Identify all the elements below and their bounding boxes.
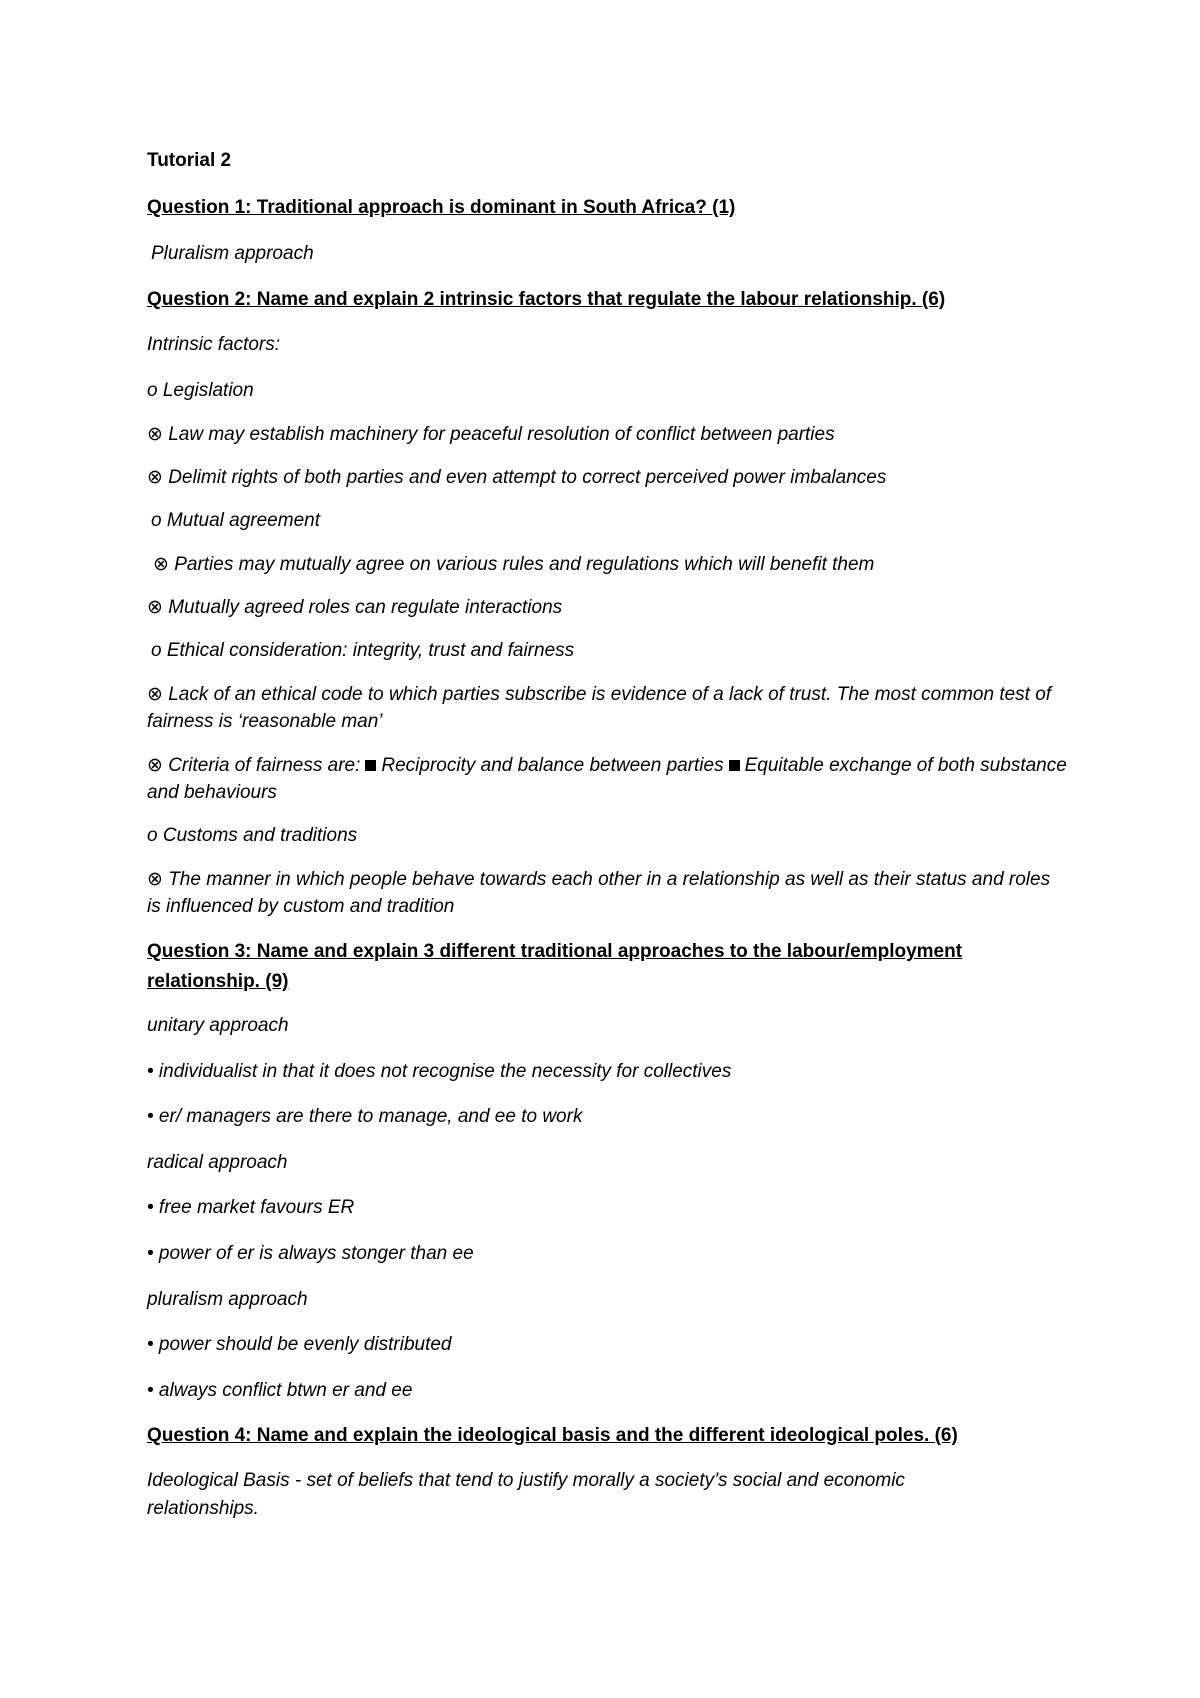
intrinsic-factors-label: Intrinsic factors: <box>147 334 281 355</box>
ethical-consideration-item: o Ethical consideration: integrity, trust and fairness <box>151 640 575 661</box>
mutual-agreement-item: o Mutual agreement <box>151 510 320 531</box>
unitary-approach-label: unitary approach <box>147 1015 289 1036</box>
question-2-heading: Question 2: Name and explain 2 intrinsic factors that regulate the labour relationship. (6) <box>147 289 946 310</box>
pluralism-approach-label: pluralism approach <box>147 1289 308 1310</box>
ethical-point-1: ⊗ Lack of an ethical code to which parties subscribe is evidence of a lack of trust. The most common test of fairness is ‘reasonable man’ <box>147 684 1052 732</box>
legislation-point-1: ⊗ Law may establish machinery for peaceful resolution of conflict between parties <box>147 424 835 445</box>
document-title: Tutorial 2 <box>147 150 232 171</box>
customs-traditions-item: o Customs and traditions <box>147 825 358 846</box>
fairness-criteria-label: ⊗ Criteria of fairness are: <box>147 755 361 776</box>
question-4-heading: Question 4: Name and explain the ideological basis and the different ideological poles. (6) <box>147 1425 958 1446</box>
question-1-answer: Pluralism approach <box>151 243 314 264</box>
square-bullet-icon <box>729 760 740 771</box>
mutual-point-2: ⊗ Mutually agreed roles can regulate interactions <box>147 597 563 618</box>
fairness-criterion-1: Reciprocity and balance between parties <box>381 755 724 776</box>
radical-point-1: • free market favours ER <box>147 1197 355 1218</box>
ethical-point-2 <box>147 752 1067 806</box>
legislation-item: o Legislation <box>147 380 254 401</box>
pluralism-point-1: • power should be evenly distributed <box>147 1334 452 1355</box>
fairness-criterion-2: Equitable exchange of both substance and behaviours <box>147 755 1067 803</box>
unitary-point-2: • er/ managers are there to manage, and ee to work <box>147 1106 583 1127</box>
square-bullet-icon <box>365 760 376 771</box>
legislation-point-2: ⊗ Delimit rights of both parties and even attempt to correct perceived power imbalances <box>147 467 887 488</box>
mutual-point-1: ⊗ Parties may mutually agree on various rules and regulations which will benefit them <box>153 554 875 575</box>
question-1-heading: Question 1: Traditional approach is dominant in South Africa? (1) <box>147 197 736 218</box>
customs-point-1: ⊗ The manner in which people behave towards each other in a relationship as well as their status and roles is influenced by custom and tradition <box>147 869 1051 917</box>
unitary-point-1: • individualist in that it does not recognise the necessity for collectives <box>147 1061 732 1082</box>
radical-point-2: • power of er is always stonger than ee <box>147 1243 474 1264</box>
pluralism-point-2: • always conflict btwn er and ee <box>147 1380 413 1401</box>
question-4-answer: Ideological Basis - set of beliefs that tend to justify morally a society’s social and economic relationships. <box>147 1470 905 1519</box>
radical-approach-label: radical approach <box>147 1152 288 1173</box>
question-3-heading: Question 3: Name and explain 3 different traditional approaches to the labour/employment relationship. (9) <box>147 941 963 992</box>
